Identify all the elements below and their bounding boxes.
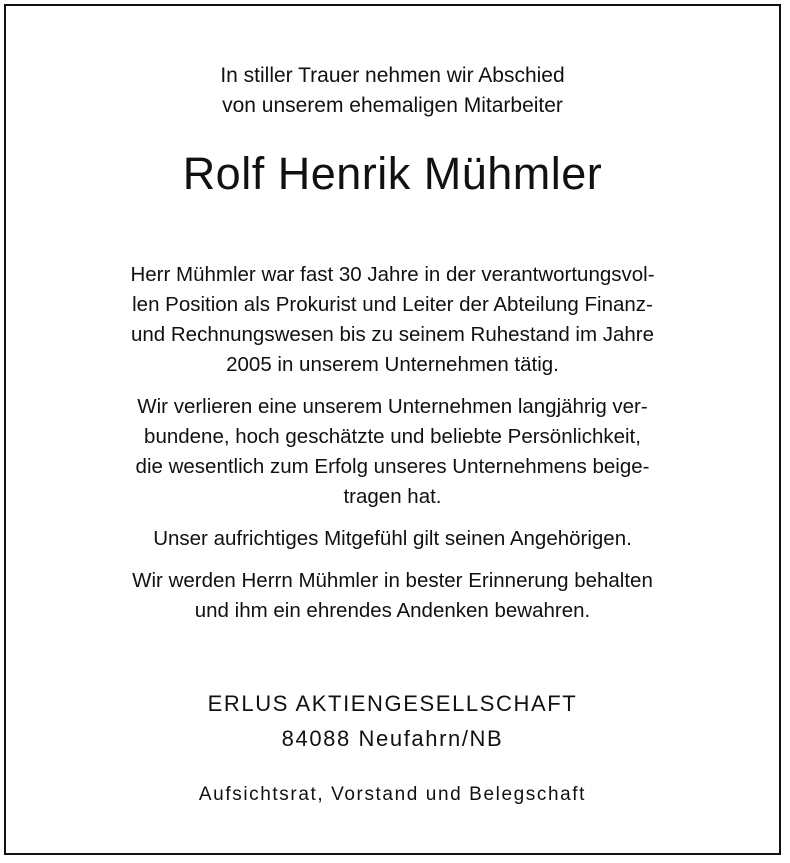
deceased-name: Rolf Henrik Mühmler bbox=[182, 148, 603, 199]
paragraph-tribute bbox=[66, 392, 719, 512]
body-line: tragen hat. bbox=[343, 485, 442, 508]
obituary-notice bbox=[4, 4, 781, 855]
signature-line: Aufsichtsrat, Vorstand und Belegschaft bbox=[198, 784, 587, 805]
paragraph-remembrance bbox=[66, 566, 719, 626]
body-line: 2005 in unserem Unternehmen tätig. bbox=[226, 353, 559, 376]
notice-body bbox=[66, 260, 719, 638]
company-address: 84088 Neufahrn/NB bbox=[281, 726, 504, 751]
intro-text bbox=[6, 61, 779, 121]
company-block bbox=[6, 686, 779, 756]
paragraph-condolence bbox=[66, 524, 719, 554]
company-name: ERLUS AKTIENGESELLSCHAFT bbox=[207, 691, 578, 716]
paragraph-career bbox=[66, 260, 719, 380]
body-line: len Position als Prokurist und Leiter der Abteilung Finanz- bbox=[132, 293, 653, 316]
intro-line: In stiller Trauer nehmen wir Abschied bbox=[220, 64, 565, 87]
body-line: bundene, hoch geschätzte und beliebte Persönlichkeit, bbox=[144, 425, 641, 448]
body-line: und ihm ein ehrendes Andenken bewahren. bbox=[194, 599, 591, 622]
body-line: Unser aufrichtiges Mitgefühl gilt seinen Angehörigen. bbox=[153, 527, 632, 550]
body-line: Wir verlieren eine unserem Unternehmen langjährig ver- bbox=[137, 395, 648, 418]
body-line: Wir werden Herrn Mühmler in bester Erinnerung behalten bbox=[132, 569, 653, 592]
body-line: Herr Mühmler war fast 30 Jahre in der verantwortungsvol- bbox=[130, 263, 655, 286]
intro-line: von unserem ehemaligen Mitarbeiter bbox=[222, 94, 563, 117]
body-line: die wesentlich zum Erfolg unseres Unternehmens beige- bbox=[135, 455, 650, 478]
body-line: und Rechnungswesen bis zu seinem Ruhestand im Jahre bbox=[130, 323, 655, 346]
